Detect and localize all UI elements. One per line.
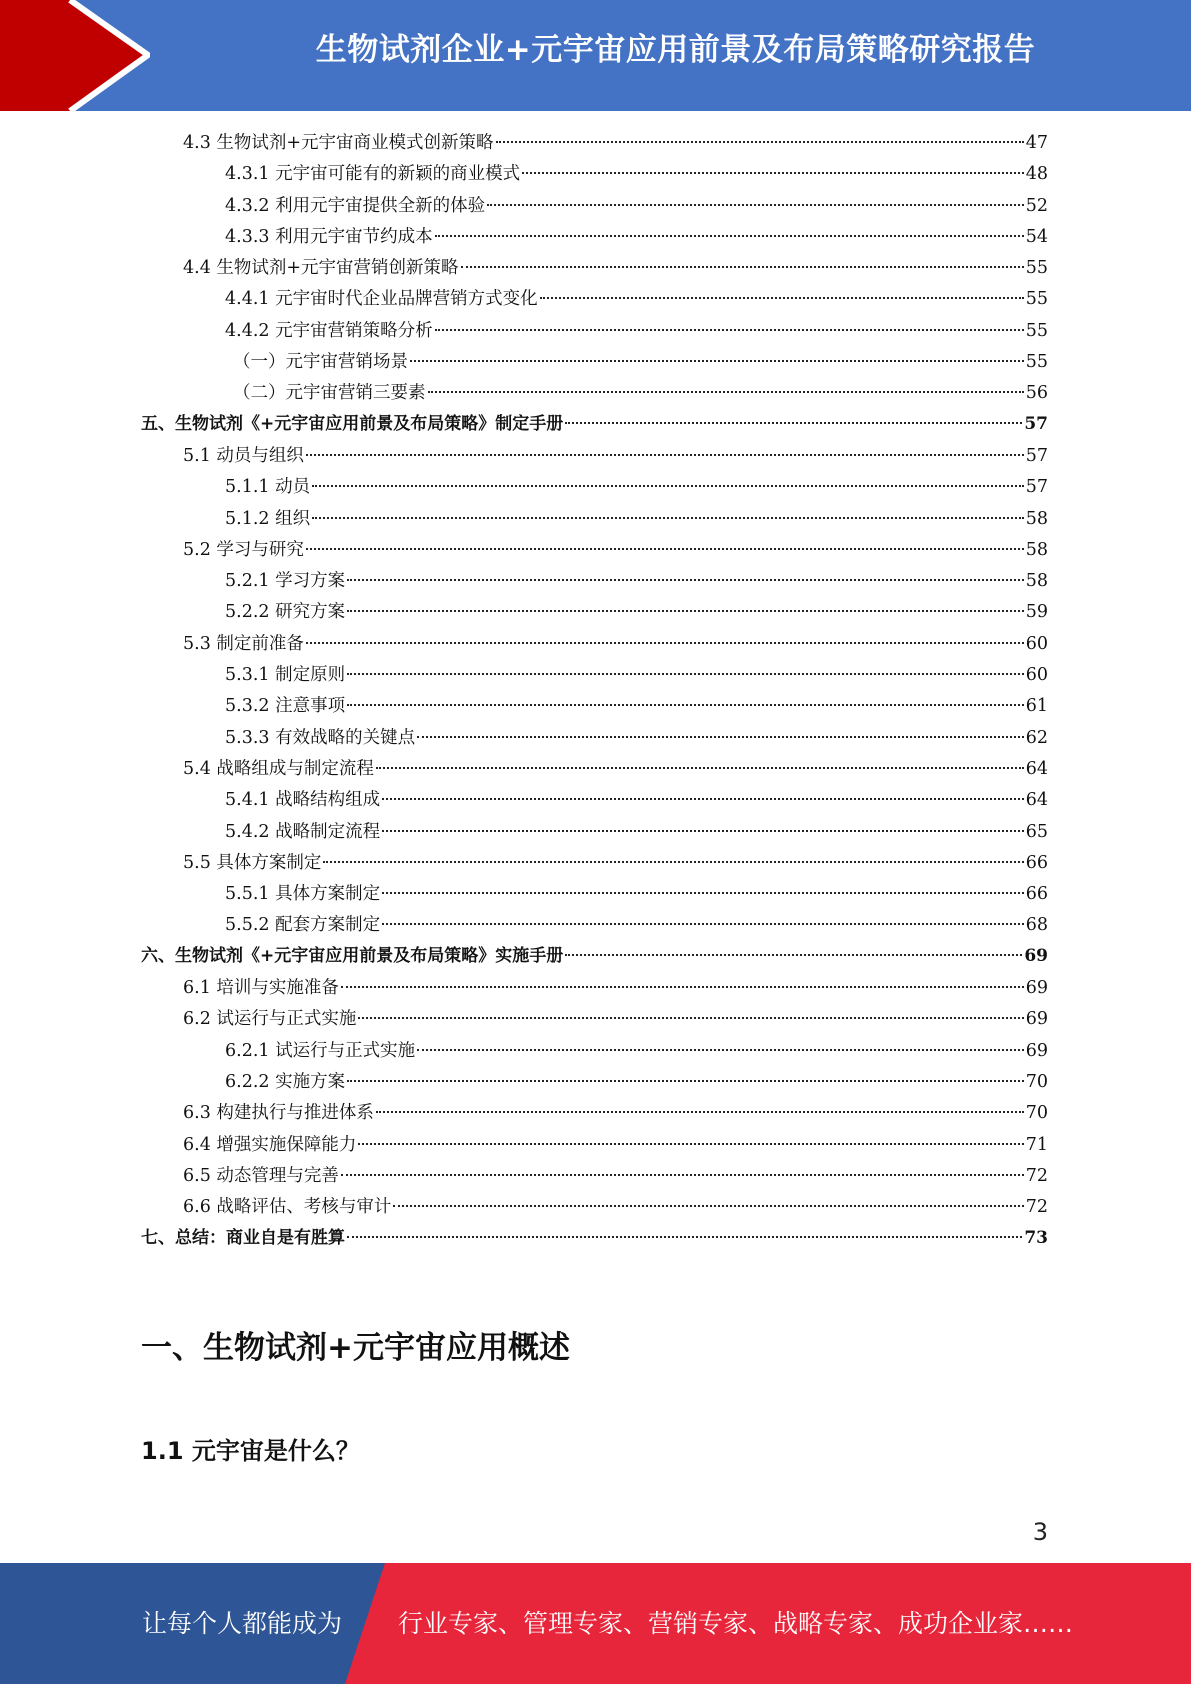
toc-entry-page: 55 [1025,352,1048,373]
toc-entry-label: 4.3 生物试剂+元宇宙商业模式创新策略 [183,133,494,153]
footer-slogan-right: 行业专家、管理专家、营销专家、战略专家、成功企业家…… [398,1609,1074,1638]
toc-entry[interactable] [141,941,1048,972]
toc-entry[interactable] [141,816,1048,847]
toc-entry-label: （二）元宇宙营销三要素 [233,383,426,404]
toc-entry-label: 5.1 动员与组织 [183,445,304,466]
toc-entry-label: 5.5.2 配套方案制定 [225,915,381,936]
toc-leader-dots [522,158,1024,179]
toc-entry[interactable] [141,565,1048,596]
toc-entry[interactable] [141,440,1048,471]
toc-entry[interactable] [141,1160,1048,1191]
toc-entry-label: 6.2.1 试运行与正式实施 [225,1040,416,1061]
toc-entry[interactable] [141,346,1048,377]
toc-entry[interactable] [141,753,1048,784]
toc-entry-page: 69 [1024,946,1048,967]
toc-leader-dots [496,127,1024,148]
toc-entry-label: 6.2.2 实施方案 [225,1071,346,1092]
toc-entry[interactable] [141,1129,1048,1160]
toc-entry-page: 54 [1025,226,1048,247]
toc-leader-dots [347,596,1024,617]
page-footer [0,1563,1191,1684]
toc-leader-dots [358,1129,1023,1150]
toc-leader-dots [382,816,1024,837]
toc-entry-label: 4.3.1 元宇宙可能有的新颖的商业模式 [225,164,521,185]
toc-entry[interactable] [141,878,1048,909]
toc-entry-label: 4.4.1 元宇宙时代企业品牌营销方式变化 [225,289,538,310]
toc-entry[interactable] [141,1191,1048,1222]
toc-entry-label: 6.1 培训与实施准备 [183,978,339,999]
toc-entry-page: 55 [1025,320,1048,341]
toc-leader-dots [323,847,1023,868]
toc-entry[interactable] [141,784,1048,815]
toc-entry-page: 61 [1025,696,1048,717]
toc-entry[interactable] [141,471,1048,502]
toc-entry[interactable] [141,283,1048,314]
header-arrow-icon [0,0,150,111]
toc-entry[interactable] [141,158,1048,189]
toc-entry[interactable] [141,252,1048,283]
toc-leader-dots [435,315,1024,336]
toc-leader-dots [565,409,1022,429]
toc-entry-page: 58 [1025,571,1048,592]
toc-entry-label: 5.4 战略组成与制定流程 [183,758,374,779]
toc-entry-page: 72 [1025,1197,1048,1218]
toc-entry-page: 65 [1025,821,1048,842]
toc-entry[interactable] [141,1222,1048,1253]
toc-leader-dots [428,377,1024,398]
toc-entry[interactable] [141,190,1048,221]
toc-entry-label: 6.3 构建执行与推进体系 [183,1103,374,1124]
toc-leader-dots [376,1097,1024,1118]
toc-entry-page: 60 [1025,665,1048,686]
toc-entry-page: 55 [1025,289,1048,310]
toc-entry[interactable] [141,127,1048,158]
toc-leader-dots [393,1191,1023,1212]
toc-entry[interactable] [141,534,1048,565]
section-heading: 1.1 元宇宙是什么？ [141,1437,360,1465]
toc-entry[interactable] [141,377,1048,408]
toc-entry[interactable] [141,972,1048,1003]
toc-entry-page: 57 [1025,477,1048,498]
toc-entry[interactable] [141,847,1048,878]
toc-entry-page: 57 [1024,414,1048,435]
toc-leader-dots [341,1160,1024,1181]
toc-entry-label: 5.4.1 战略结构组成 [225,790,381,811]
toc-entry[interactable] [141,503,1048,534]
toc-entry-label: 5.2.2 研究方案 [225,602,346,623]
toc-entry[interactable] [141,1066,1048,1097]
toc-entry-label: （一）元宇宙营销场景 [233,352,408,373]
table-of-contents [141,127,1048,1254]
toc-entry-page: 71 [1025,1134,1048,1155]
toc-entry-label: 5.3.3 有效战略的关键点 [225,727,416,748]
toc-entry-page: 60 [1025,633,1048,654]
report-title: 生物试剂企业+元宇宙应用前景及布局策略研究报告 [315,32,1036,68]
toc-entry-label: 五、生物试剂《+元宇宙应用前景及布局策略》制定手册 [141,414,564,435]
toc-entry-label: 4.3.2 利用元宇宙提供全新的体验 [225,195,486,216]
toc-entry-page: 66 [1025,884,1048,905]
toc-entry[interactable] [141,628,1048,659]
toc-leader-dots [382,909,1024,930]
toc-entry-label: 5.4.2 战略制定流程 [225,821,381,842]
toc-leader-dots [487,190,1024,211]
toc-entry-label: 5.5 具体方案制定 [183,852,322,873]
toc-entry-page: 70 [1025,1071,1048,1092]
toc-entry-label: 6.2 试运行与正式实施 [183,1009,357,1030]
toc-entry-label: 4.4 生物试剂+元宇宙营销创新策略 [183,258,459,279]
toc-entry-page: 69 [1025,978,1048,999]
toc-entry-label: 5.1.1 动员 [225,477,311,498]
toc-entry-label: 6.5 动态管理与完善 [183,1165,339,1186]
toc-entry-label: 5.3 制定前准备 [183,633,304,654]
toc-leader-dots [382,878,1024,899]
toc-leader-dots [312,503,1024,524]
toc-entry[interactable] [141,1003,1048,1034]
toc-entry-page: 68 [1025,915,1048,936]
toc-entry-label: 5.2.1 学习方案 [225,571,346,592]
toc-entry-label: 6.4 增强实施保障能力 [183,1134,357,1155]
toc-entry-page: 73 [1024,1227,1048,1248]
page-header [0,0,1191,111]
toc-entry-label: 七、总结：商业自是有胜算 [141,1227,345,1248]
toc-leader-dots [376,753,1024,774]
toc-entry-label: 5.1.2 组织 [225,508,311,529]
toc-entry-page: 59 [1025,602,1048,623]
toc-leader-dots [347,659,1024,680]
toc-entry-page: 62 [1025,727,1048,748]
toc-entry-page: 57 [1025,445,1048,466]
toc-leader-dots [306,628,1024,649]
toc-leader-dots [461,252,1024,273]
toc-leader-dots [306,534,1024,555]
toc-entry-page: 69 [1025,1040,1048,1061]
footer-slogan-left: 让每个人都能成为 [142,1609,343,1638]
toc-entry[interactable] [141,315,1048,346]
toc-leader-dots [347,690,1024,711]
toc-leader-dots [410,346,1024,367]
page-number: 3 [1032,1518,1048,1546]
toc-leader-dots [341,972,1024,993]
toc-leader-dots [347,1066,1024,1087]
toc-entry[interactable] [141,596,1048,627]
toc-entry-label: 4.4.2 元宇宙营销策略分析 [225,320,433,341]
toc-entry-label: 5.5.1 具体方案制定 [225,884,381,905]
toc-entry-page: 70 [1025,1103,1048,1124]
toc-entry[interactable] [141,722,1048,753]
toc-entry-label: 6.6 战略评估、考核与审计 [183,1197,392,1218]
toc-entry-page: 72 [1025,1165,1048,1186]
toc-leader-dots [382,784,1024,805]
toc-entry-label: 5.3.2 注意事项 [225,696,346,717]
toc-entry-page: 56 [1025,383,1048,404]
toc-entry-page: 64 [1025,758,1048,779]
toc-entry-label: 4.3.3 利用元宇宙节约成本 [225,226,433,247]
toc-entry-page: 52 [1025,195,1048,216]
toc-leader-dots [347,565,1024,586]
toc-entry[interactable] [141,690,1048,721]
toc-entry-label: 5.3.1 制定原则 [225,665,346,686]
toc-entry-page: 64 [1025,790,1048,811]
toc-entry-page: 69 [1025,1009,1048,1030]
toc-leader-dots [358,1003,1023,1024]
toc-leader-dots [417,1035,1024,1056]
toc-entry-label: 六、生物试剂《+元宇宙应用前景及布局策略》实施手册 [141,946,564,967]
toc-entry[interactable] [141,221,1048,252]
toc-entry[interactable] [141,1035,1048,1066]
chapter-heading: 一、生物试剂+元宇宙应用概述 [141,1330,570,1366]
toc-entry[interactable] [141,659,1048,690]
toc-entry[interactable] [141,909,1048,940]
toc-leader-dots [435,221,1024,242]
toc-entry-page: 58 [1025,539,1048,560]
toc-entry[interactable] [141,1097,1048,1128]
toc-entry-page: 66 [1025,852,1048,873]
toc-entry-page: 55 [1025,258,1048,279]
toc-entry-page: 47 [1025,133,1048,153]
toc-entry-page: 48 [1025,164,1048,185]
toc-entry-label: 5.2 学习与研究 [183,539,304,560]
toc-leader-dots [540,283,1024,304]
toc-entry[interactable] [141,409,1048,440]
toc-leader-dots [306,440,1024,461]
toc-leader-dots [565,941,1022,961]
toc-entry-page: 58 [1025,508,1048,529]
toc-leader-dots [347,1222,1022,1242]
toc-leader-dots [417,722,1024,743]
toc-leader-dots [312,471,1024,492]
